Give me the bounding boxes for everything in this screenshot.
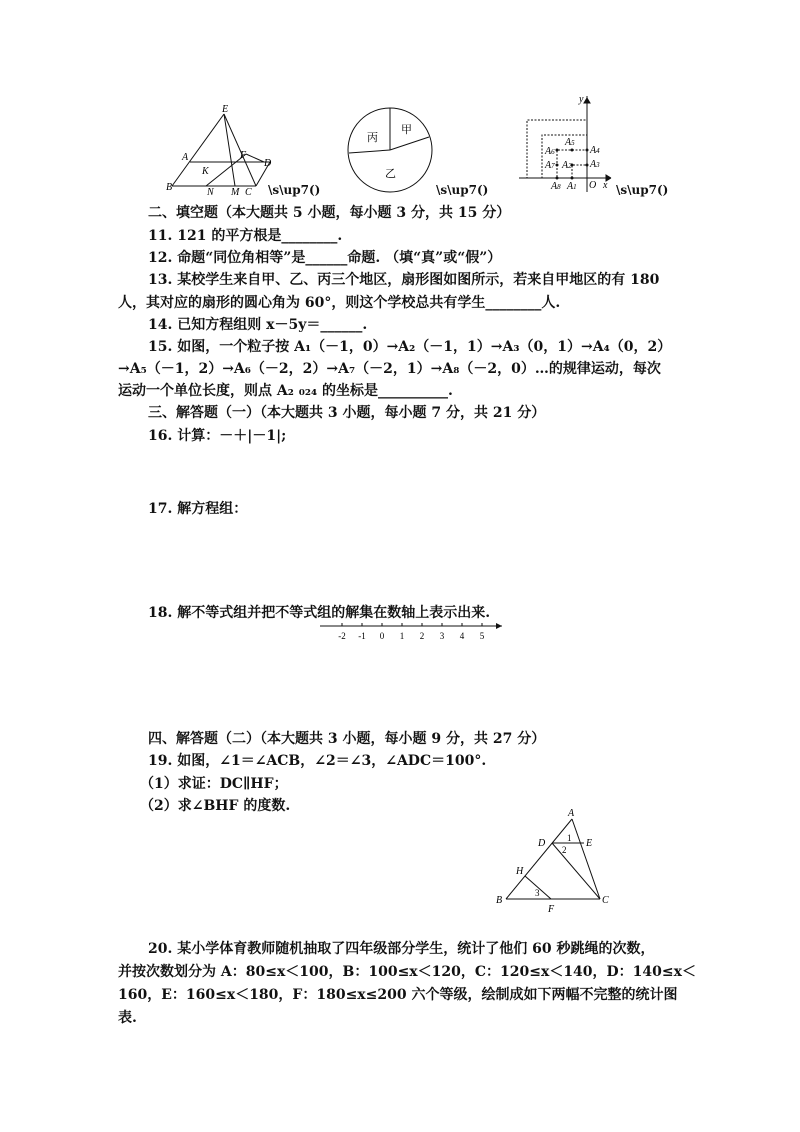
question-19: 19. 如图，∠1＝∠ACB，∠2＝∠3，∠ADC＝100°. xyxy=(148,753,487,769)
fig3-label-y: y xyxy=(579,94,584,105)
svg-text:A2: A2 xyxy=(562,160,572,171)
figure-1-geometry xyxy=(160,100,280,200)
section-4-heading: 四、解答题（二）（本大题共 3 小题，每小题 9 分，共 27 分） xyxy=(148,731,546,747)
question-19-part-1: （1）求证：DC∥HF； xyxy=(140,776,288,792)
question-15-line-1: 15. 如图，一个粒子按 A₁（－1，0）→A₂（－1，1）→A₃（0，1）→A₄（0，2） xyxy=(148,339,672,355)
numberline-tick-label: -1 xyxy=(358,631,366,641)
fig1-label-M: M xyxy=(231,187,240,198)
fig3-label-x: x xyxy=(603,180,608,191)
fig1-label-E: E xyxy=(222,104,229,115)
question-13-line-1: 13. 某校学生来自甲、乙、丙三个地区，扇形图如图所示，若来自甲地区的有 180 xyxy=(148,272,660,288)
question-20-line-3: 160，E：160≤x＜180，F：180≤x≤200 六个等级，绘制成如下两幅不完整的统计图 xyxy=(118,987,678,1003)
numberline-tick-label: 1 xyxy=(399,631,405,641)
fig19-angle-2: 2 xyxy=(562,845,567,855)
fig19-label-H: H xyxy=(516,866,524,877)
question-13-line-2: 人，其对应的扇形的圆心角为 60°，则这个学校总共有学生________人. xyxy=(118,295,561,311)
number-line xyxy=(318,620,508,644)
figure-3-path xyxy=(515,92,615,197)
fig19-label-F: F xyxy=(548,904,555,915)
question-16: 16. 计算：－＋|－1|; xyxy=(148,428,287,444)
question-15-line-3: 运动一个单位长度，则点 A₂ ₀₂₄ 的坐标是__________. xyxy=(118,383,453,399)
numberline-tick-label: 2 xyxy=(419,631,425,641)
numberline-tick-label: 0 xyxy=(379,631,385,641)
fig19-label-D: D xyxy=(538,838,546,849)
fig1-label-K: K xyxy=(202,166,209,177)
fig1-label-N: N xyxy=(207,187,214,198)
fig19-angle-1: 1 xyxy=(567,833,572,843)
section-2-heading: 二、填空题（本大题共 5 小题，每小题 3 分，共 15 分） xyxy=(148,205,511,221)
question-18: 18. 解不等式组并把不等式组的解集在数轴上表示出来. xyxy=(148,605,491,621)
section-3-heading: 三、解答题（一）（本大题共 3 小题，每小题 7 分，共 21 分） xyxy=(148,405,546,421)
fig1-label-C: C xyxy=(245,187,252,198)
pie-label-jia: 甲 xyxy=(401,124,412,136)
fig19-label-E: E xyxy=(586,838,593,849)
numberline-tick-label: 4 xyxy=(459,631,465,641)
fig19-label-C: C xyxy=(602,895,609,906)
fig19-label-A: A xyxy=(568,808,575,819)
svg-text:A7: A7 xyxy=(545,160,555,171)
figure-19-triangle xyxy=(492,805,622,915)
pie-label-bing: 丙 xyxy=(367,132,378,144)
fig1-label-A: A xyxy=(182,152,189,163)
fig2-caption: \s\up7() xyxy=(436,183,489,197)
fig1-label-D: D xyxy=(264,158,272,169)
question-11: 11. 121 的平方根是________. xyxy=(148,228,343,244)
numberline-tick-label: -2 xyxy=(338,631,346,641)
fig1-label-F: F xyxy=(240,150,247,161)
svg-text:A8: A8 xyxy=(551,181,561,192)
question-20-line-1: 20. 某小学体育教师随机抽取了四年级部分学生，统计了他们 60 秒跳绳的次数， xyxy=(148,941,655,957)
fig19-angle-3: 3 xyxy=(535,888,540,898)
fig19-label-B: B xyxy=(496,895,503,906)
svg-text:A6: A6 xyxy=(545,146,555,157)
question-19-part-2: （2）求∠BHF 的度数. xyxy=(140,798,291,814)
fig1-caption: \s\up7() xyxy=(268,183,321,197)
svg-text:A3: A3 xyxy=(590,159,600,170)
fig1-label-B: B xyxy=(166,182,173,193)
numberline-tick-label: 3 xyxy=(439,631,445,641)
pie-label-yi: 乙 xyxy=(385,168,396,180)
question-20-line-4: 表. xyxy=(118,1010,137,1026)
question-14: 14. 已知方程组则 x－5y＝______. xyxy=(148,317,368,333)
svg-text:A4: A4 xyxy=(590,145,600,156)
question-20-line-2: 并按次数划分为 A：80≤x＜100，B：100≤x＜120，C：120≤x＜140，D：140≤x＜ xyxy=(118,964,696,980)
svg-text:A5: A5 xyxy=(565,137,575,148)
svg-text:A1: A1 xyxy=(567,181,577,192)
question-15-line-2: →A₅（－1，2）→A₆（－2，2）→A₇（－2，1）→A₈（－2，0）…的规律运动，每次 xyxy=(118,361,661,377)
fig3-caption: \s\up7() xyxy=(616,183,669,197)
question-17: 17. 解方程组： xyxy=(148,501,248,517)
question-12: 12. 命题“同位角相等”是______命题. （填“真”或“假”） xyxy=(148,250,502,266)
figure-2-pie xyxy=(345,105,435,195)
numberline-tick-label: 5 xyxy=(479,631,485,641)
fig3-label-O: O xyxy=(589,180,597,191)
